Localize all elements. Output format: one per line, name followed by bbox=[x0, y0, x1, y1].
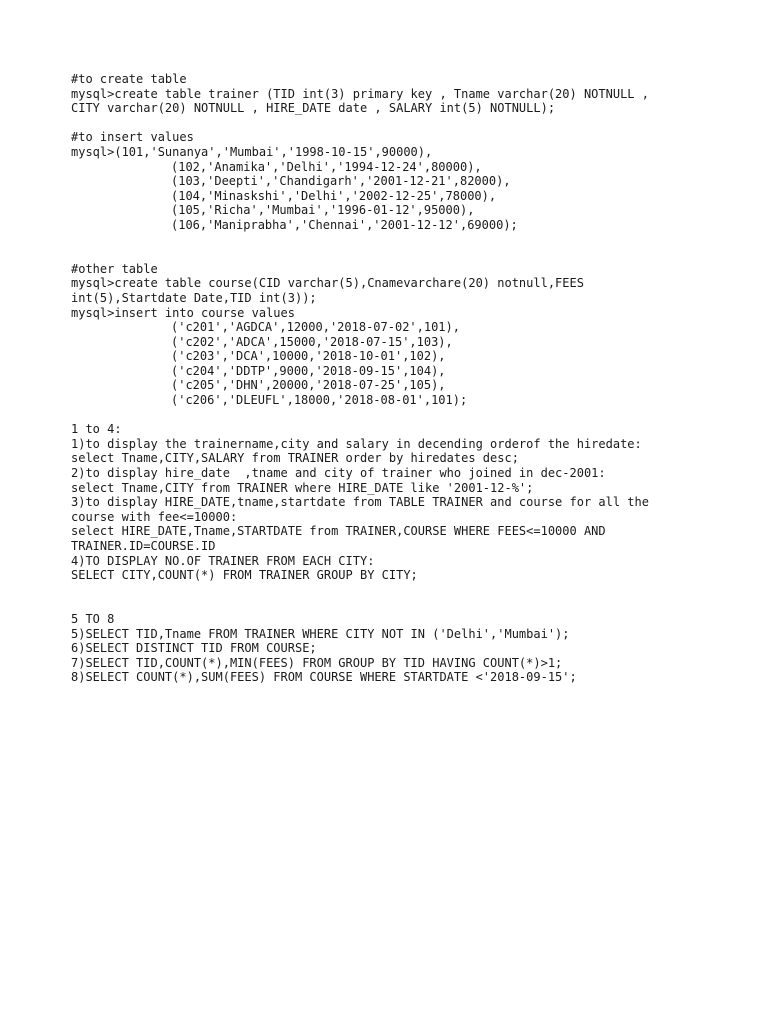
query-line: select Tname,CITY from TRAINER where HIRE_DATE like '2001-12-%'; bbox=[71, 480, 534, 495]
queries-1-4-heading: 1 to 4: bbox=[71, 422, 122, 437]
insert-trainer-first: mysql>(101,'Sunanya','Mumbai','1998-10-15',90000), bbox=[71, 144, 433, 159]
insert-course-row: ('c202','ADCA',15000,'2018-07-15',103), bbox=[171, 334, 453, 349]
insert-trainer-row: (103,'Deepti','Chandigarh','2001-12-21',82000), bbox=[171, 174, 511, 189]
insert-trainer-row: (105,'Richa','Mumbai','1996-01-12',95000), bbox=[171, 203, 475, 218]
insert-trainer-row: (106,'Maniprabha','Chennai','2001-12-12',69000); bbox=[171, 217, 518, 232]
insert-course-command: mysql>insert into course values bbox=[71, 305, 295, 320]
query-line: 1)to display the trainername,city and salary in decending orderof the hiredate: bbox=[71, 436, 642, 451]
insert-course-row: ('c205','DHN',20000,'2018-07-25',105), bbox=[171, 378, 446, 393]
query-line: 3)to display HIRE_DATE,tname,startdate from TABLE TRAINER and course for all the bbox=[71, 495, 649, 510]
create-course-line-1: mysql>create table course(CID varchar(5),Cnamevarchare(20) notnull,FEES bbox=[71, 276, 584, 291]
create-course-line-2: int(5),Startdate Date,TID int(3)); bbox=[71, 290, 317, 305]
query-line: SELECT CITY,COUNT(*) FROM TRAINER GROUP BY CITY; bbox=[71, 568, 418, 583]
query-line: 8)SELECT COUNT(*),SUM(FEES) FROM COURSE WHERE STARTDATE <'2018-09-15'; bbox=[71, 670, 577, 685]
create-trainer-line-2: CITY varchar(20) NOTNULL , HIRE_DATE date , SALARY int(5) NOTNULL); bbox=[71, 101, 556, 116]
insert-course-row: ('c203','DCA',10000,'2018-10-01',102), bbox=[171, 349, 446, 364]
query-line: 2)to display hire_date ,tname and city of trainer who joined in dec-2001: bbox=[71, 466, 606, 481]
query-line: course with fee<=10000: bbox=[71, 509, 238, 524]
insert-trainer-row: (104,'Minaskshi','Delhi','2002-12-25',78000), bbox=[171, 188, 497, 203]
query-line: select Tname,CITY,SALARY from TRAINER order by hiredates desc; bbox=[71, 451, 519, 466]
query-line: 5)SELECT TID,Tname FROM TRAINER WHERE CITY NOT IN ('Delhi','Mumbai'); bbox=[71, 626, 570, 641]
query-line: TRAINER.ID=COURSE.ID bbox=[71, 539, 216, 553]
query-line: 7)SELECT TID,COUNT(*),MIN(FEES) FROM GROUP BY TID HAVING COUNT(*)>1; bbox=[71, 655, 563, 670]
comment-insert-values: #to insert values bbox=[71, 130, 194, 145]
insert-course-row: ('c206','DLEUFL',18000,'2018-08-01',101); bbox=[171, 393, 468, 408]
queries-5-8-heading: 5 TO 8 bbox=[71, 611, 115, 626]
insert-trainer-row: (102,'Anamika','Delhi','1994-12-24',80000), bbox=[171, 159, 482, 174]
document-page bbox=[71, 72, 751, 685]
comment-create-table: #to create table bbox=[71, 72, 187, 86]
insert-course-row: ('c201','AGDCA',12000,'2018-07-02',101), bbox=[171, 320, 460, 335]
query-line: select HIRE_DATE,Tname,STARTDATE from TRAINER,COURSE WHERE FEES<=10000 AND bbox=[71, 524, 606, 539]
comment-other-table: #other table bbox=[71, 261, 158, 276]
query-line: 4)TO DISPLAY NO.OF TRAINER FROM EACH CITY: bbox=[71, 553, 375, 568]
insert-course-row: ('c204','DDTP',9000,'2018-09-15',104), bbox=[171, 363, 446, 378]
query-line: 6)SELECT DISTINCT TID FROM COURSE; bbox=[71, 641, 317, 656]
create-trainer-line-1: mysql>create table trainer (TID int(3) primary key , Tname varchar(20) NOTNULL , bbox=[71, 86, 649, 101]
